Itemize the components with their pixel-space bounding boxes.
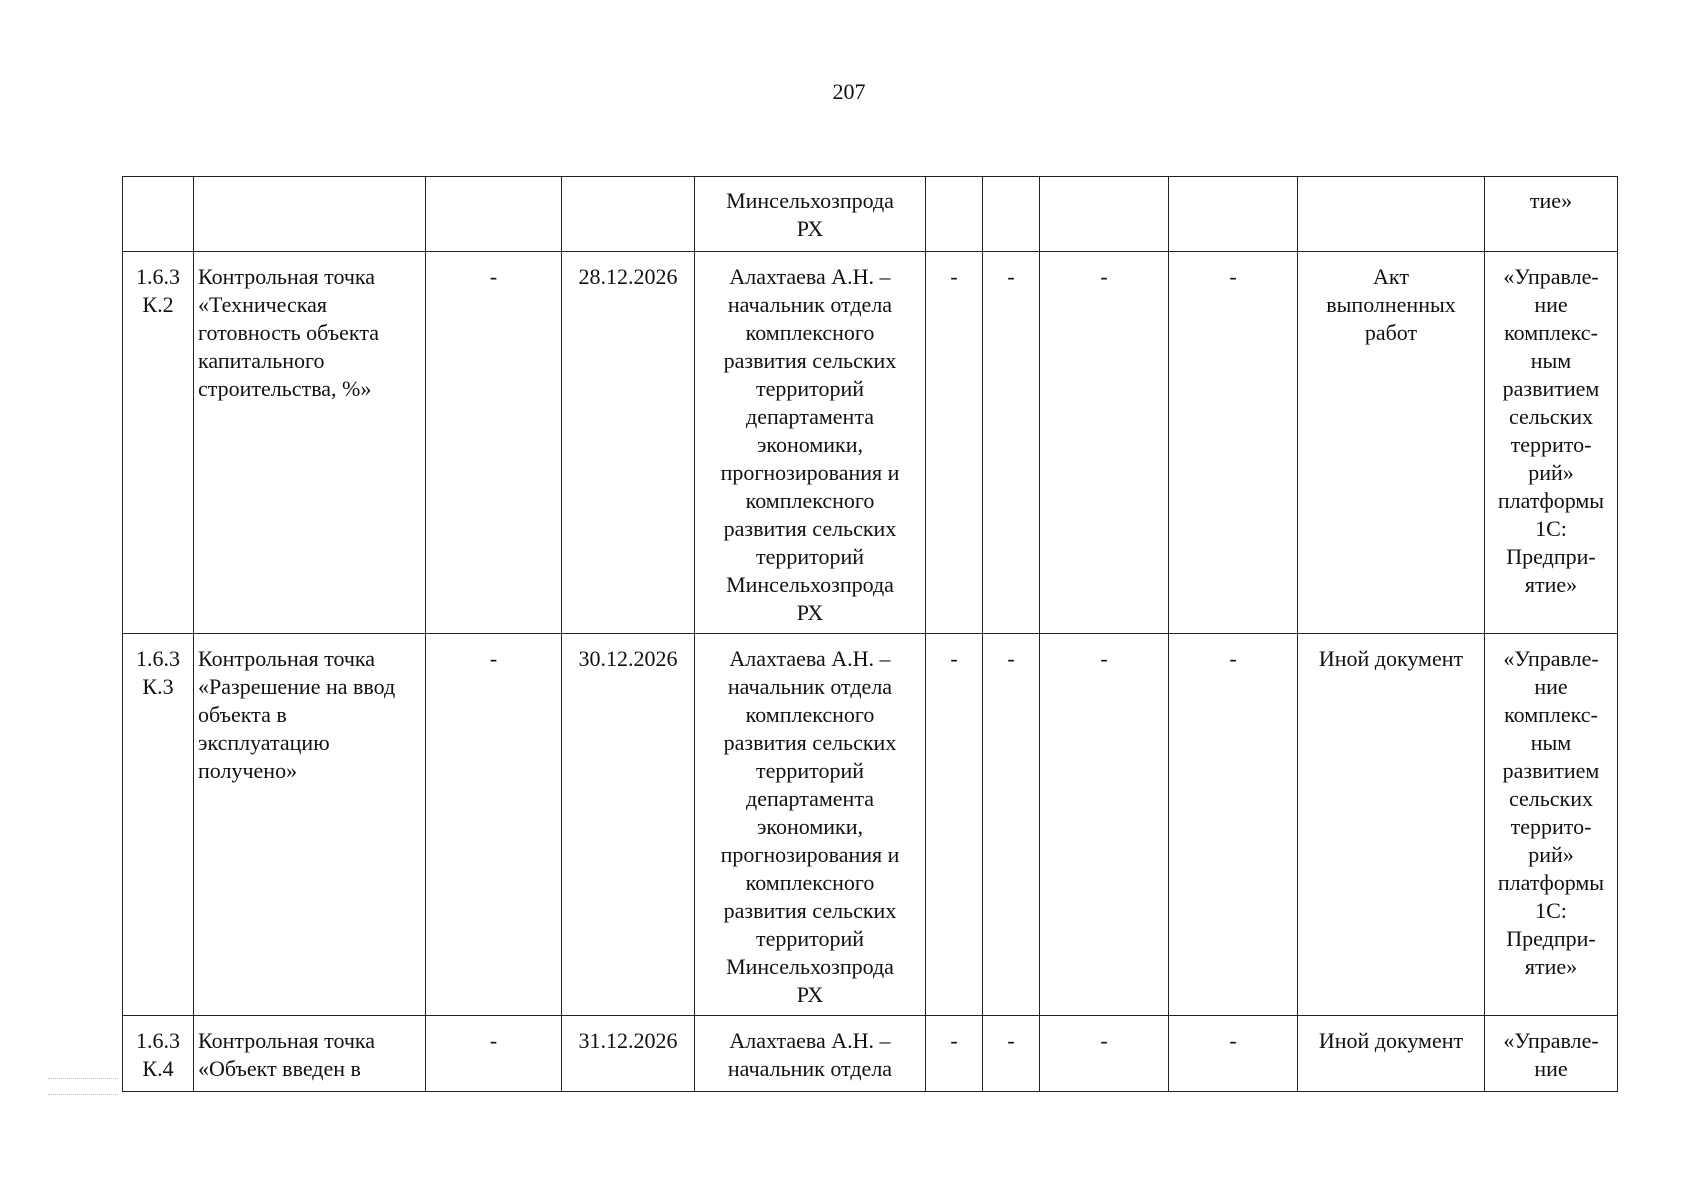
cell-col7: - [983,1016,1040,1092]
control-point-name: Контрольная точка «Техническая готовность объекта капитального строительства, %» [194,252,426,634]
cell-col6: - [926,1016,983,1092]
information-system: «Управле- ние комплекс- ным развитием сельских террито- рий» платформы 1С: Предпри- ятие» [1485,252,1618,634]
cell-col9: - [1169,1016,1298,1092]
cell-col8: - [1040,1016,1169,1092]
document-type: Иной документ [1298,1016,1485,1092]
cell-col8: - [1040,252,1169,634]
row-number [123,177,194,252]
document-type: Акт выполненных работ [1298,252,1485,634]
table-row [123,634,1618,1016]
control-points-table [122,176,1618,1092]
control-point-name: Контрольная точка «Разрешение на ввод объекта в эксплуатацию получено» [194,634,426,1016]
cell-col9: - [1169,252,1298,634]
information-system: «Управле- ние [1485,1016,1618,1092]
cell-col3 [426,177,562,252]
document-type: Иной документ [1298,634,1485,1016]
control-point-name [194,177,426,252]
information-system: тие» [1485,177,1618,252]
deadline-date: 31.12.2026 [562,1016,695,1092]
scan-artifact [48,1078,118,1080]
table-row [123,252,1618,634]
row-number: 1.6.3 К.4 [123,1016,194,1092]
table-row [123,177,1618,252]
information-system: «Управле- ние комплекс- ным развитием сельских террито- рий» платформы 1С: Предпри- ятие» [1485,634,1618,1016]
scan-artifact [48,1094,118,1096]
cell-col6 [926,177,983,252]
cell-col6: - [926,634,983,1016]
row-number: 1.6.3 К.3 [123,634,194,1016]
cell-col3: - [426,252,562,634]
cell-col9: - [1169,634,1298,1016]
cell-col6: - [926,252,983,634]
cell-col3: - [426,634,562,1016]
cell-col7: - [983,252,1040,634]
cell-col7: - [983,634,1040,1016]
deadline-date: 28.12.2026 [562,252,695,634]
page-number: 207 [832,79,866,104]
row-number: 1.6.3 К.2 [123,252,194,634]
cell-col9 [1169,177,1298,252]
control-point-name: Контрольная точка «Объект введен в [194,1016,426,1092]
responsible-person: Минсельхозпрода РХ [695,177,926,252]
table-row [123,1016,1618,1092]
deadline-date [562,177,695,252]
deadline-date: 30.12.2026 [562,634,695,1016]
document-type [1298,177,1485,252]
responsible-person: Алахтаева А.Н. – начальник отдела [695,1016,926,1092]
cell-col8 [1040,177,1169,252]
responsible-person: Алахтаева А.Н. – начальник отдела комплексного развития сельских территорий департамента экономики, прогнозирования и комплексного развития сельских территорий Минсельхозпрода РХ [695,634,926,1016]
responsible-person: Алахтаева А.Н. – начальник отдела комплексного развития сельских территорий департамента экономики, прогнозирования и комплексного развития сельских территорий Минсельхозпрода РХ [695,252,926,634]
cell-col7 [983,177,1040,252]
cell-col3: - [426,1016,562,1092]
cell-col8: - [1040,634,1169,1016]
